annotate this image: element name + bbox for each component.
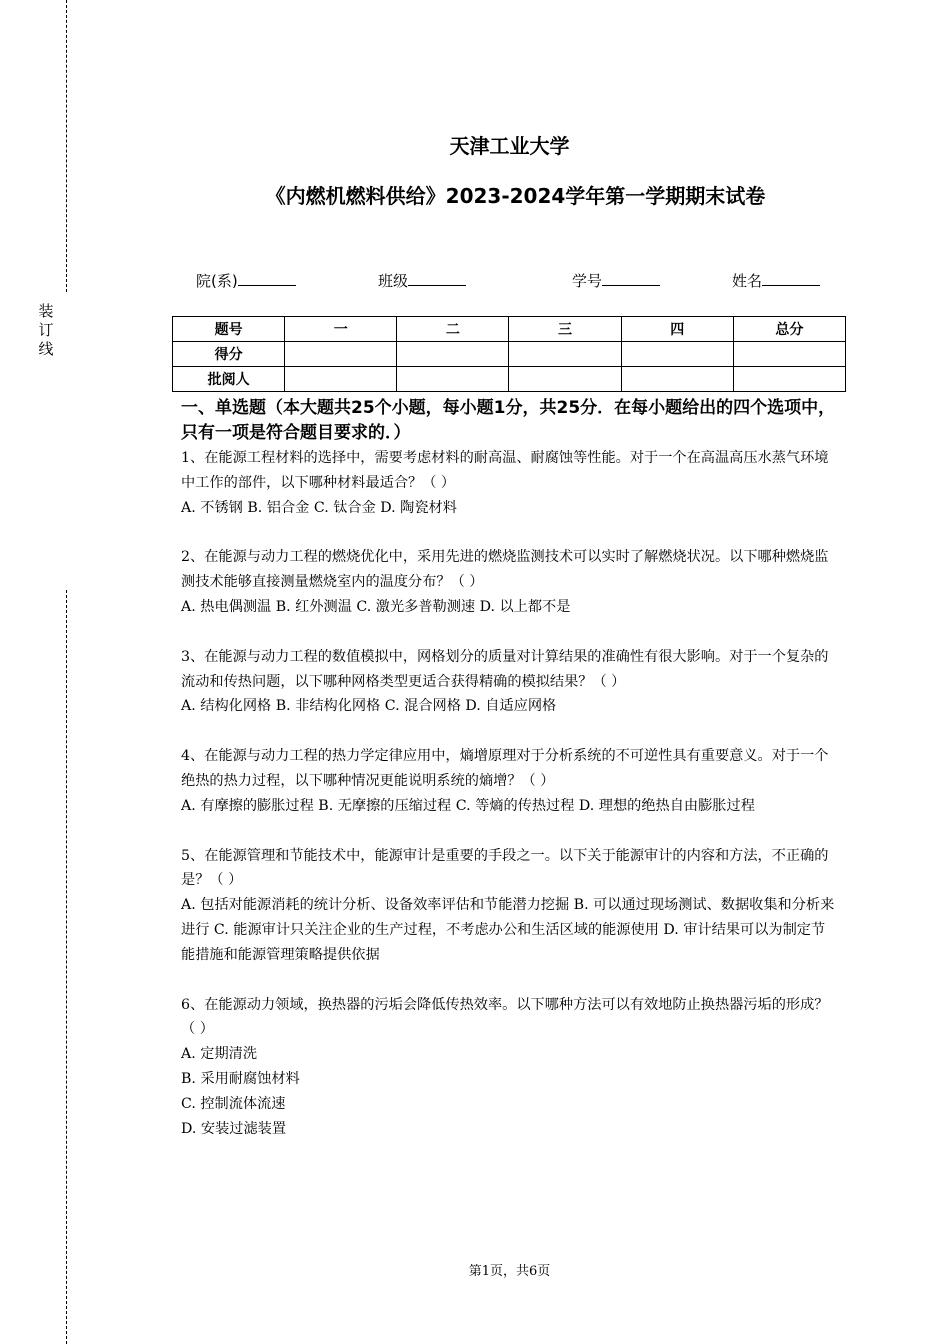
question-gap	[181, 719, 839, 744]
header-cell: 总分	[733, 317, 845, 342]
score-cell[interactable]	[285, 342, 397, 367]
question-3	[181, 645, 839, 719]
exam-title: 《内燃机燃料供给》2023-2024学年第一学期期末试卷	[265, 184, 766, 208]
class-field[interactable]	[378, 270, 466, 291]
row-label: 批阅人	[173, 367, 285, 392]
question-4	[181, 744, 839, 818]
reviewer-cell[interactable]	[285, 367, 397, 392]
student-id-blank[interactable]	[602, 271, 660, 286]
reviewer-cell[interactable]	[509, 367, 621, 392]
name-label: 姓名	[732, 272, 763, 290]
question-options: A. 包括对能源消耗的统计分析、设备效率评估和节能潜力挖掘 B. 可以通过现场测试、数据收集和分析来进行 C. 能源审计只关注企业的生产过程，不考虑办公和生活区域的能源使用 D. 审计结果可以为制定节能措施和能源管理策略提供依据	[181, 897, 835, 963]
question-stem: 4、在能源与动力工程的热力学定律应用中，熵增原理对于分析系统的不可逆性具有重要意义。对于一个绝热的热力过程，以下哪种情况更能说明系统的熵增？（ ）	[181, 748, 829, 789]
binding-line-lower	[66, 590, 67, 1344]
name-field[interactable]	[732, 270, 820, 291]
class-blank[interactable]	[408, 271, 466, 286]
option-d: D. 安装过滤装置	[181, 1120, 287, 1137]
option-b: B. 采用耐腐蚀材料	[181, 1070, 300, 1087]
option-c: C. 控制流体流速	[181, 1095, 286, 1112]
student-id-field[interactable]	[572, 270, 660, 291]
binding-char-2: 订	[38, 321, 54, 339]
student-id-label: 学号	[572, 272, 603, 290]
department-field[interactable]	[196, 270, 296, 291]
reviewer-row	[173, 367, 846, 392]
question-gap	[181, 968, 839, 993]
question-5	[181, 844, 839, 968]
score-table	[172, 316, 846, 392]
row-label: 得分	[173, 342, 285, 367]
score-cell[interactable]	[397, 342, 509, 367]
question-gap	[181, 819, 839, 844]
header-cell: 一	[285, 317, 397, 342]
question-gap	[181, 620, 839, 645]
header-cell: 二	[397, 317, 509, 342]
section-1-heading: 一、单选题（本大题共25个小题，每小题1分，共25分．在每小题给出的四个选项中，只有一项是符合题目要求的．）	[181, 398, 836, 443]
question-options: A. 有摩擦的膨胀过程 B. 无摩擦的压缩过程 C. 等熵的传热过程 D. 理想的绝热自由膨胀过程	[181, 797, 755, 814]
question-2	[181, 545, 839, 619]
score-row	[173, 342, 846, 367]
name-blank[interactable]	[762, 271, 820, 286]
question-stem: 1、在能源工程材料的选择中，需要考虑材料的耐高温、耐腐蚀等性能。对于一个在高温高压水蒸气环境中工作的部件，以下哪种材料最适合？（ ）	[181, 450, 829, 491]
question-options: A. 结构化网格 B. 非结构化网格 C. 混合网格 D. 自适应网格	[181, 698, 557, 715]
page-number: 第1页，共6页	[468, 1264, 551, 1279]
header-cell: 题号	[173, 317, 285, 342]
binding-char-1: 装	[38, 302, 54, 320]
question-options: A. 不锈钢 B. 铝合金 C. 钛合金 D. 陶瓷材料	[181, 499, 457, 516]
header-cell: 三	[509, 317, 621, 342]
score-table-header-row	[173, 317, 846, 342]
question-6	[181, 993, 839, 1142]
department-blank[interactable]	[238, 271, 296, 286]
question-1	[181, 446, 839, 520]
school-title: 天津工业大学	[449, 134, 570, 158]
score-cell[interactable]	[621, 342, 733, 367]
question-stem: 2、在能源与动力工程的燃烧优化中，采用先进的燃烧监测技术可以实时了解燃烧状况。以下哪种燃烧监测技术能够直接测量燃烧室内的温度分布？（ ）	[181, 549, 829, 591]
question-gap	[181, 520, 839, 545]
reviewer-cell[interactable]	[621, 367, 733, 392]
score-cell[interactable]	[509, 342, 621, 367]
binding-char-3: 线	[38, 340, 54, 358]
score-cell[interactable]	[733, 342, 845, 367]
reviewer-cell[interactable]	[397, 367, 509, 392]
department-label: 院(系)	[196, 272, 238, 290]
question-stem: 3、在能源与动力工程的数值模拟中，网格划分的质量对计算结果的准确性有很大影响。对于一个复杂的流动和传热问题，以下哪种网格类型更适合获得精确的模拟结果？（ ）	[181, 648, 829, 690]
question-stem: 6、在能源动力领域，换热器的污垢会降低传热效率。以下哪种方法可以有效地防止换热器污垢的形成？（ ）	[181, 996, 829, 1038]
header-cell: 四	[621, 317, 733, 342]
question-list	[181, 446, 839, 1141]
option-a: A. 定期清洗	[181, 1046, 258, 1063]
reviewer-cell[interactable]	[733, 367, 845, 392]
class-label: 班级	[378, 272, 409, 290]
question-stem: 5、在能源管理和节能技术中，能源审计是重要的手段之一。以下关于能源审计的内容和方法，不正确的是？（ ）	[181, 847, 829, 889]
binding-label	[36, 302, 56, 359]
question-options: A. 热电偶测温 B. 红外测温 C. 激光多普勒测速 D. 以上都不是	[181, 598, 571, 615]
